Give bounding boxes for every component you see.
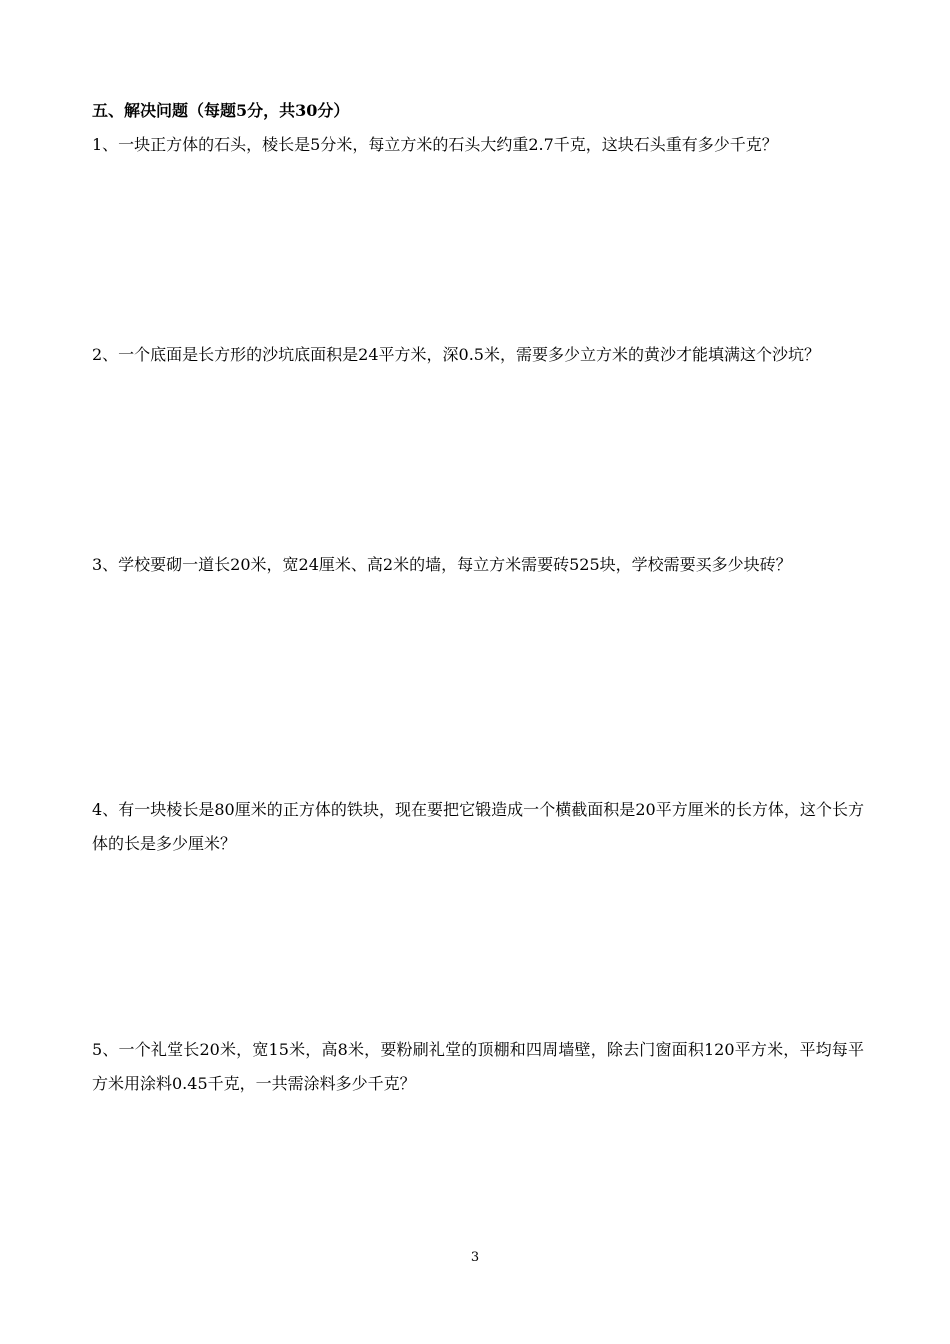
problem-5: 5、一个礼堂长20米，宽15米，高8米，要粉刷礼堂的顶棚和四周墙壁，除去门窗面积120平方米，平均每平方米用涂料0.45千克，一共需涂料多少千克？	[92, 1040, 864, 1093]
problem-4: 4、有一块棱长是80厘米的正方体的铁块，现在要把它锻造成一个横截面积是20平方厘米的长方体，这个长方体的长是多少厘米？	[92, 800, 864, 853]
problem-2: 2、一个底面是长方形的沙坑底面积是24平方米，深0.5米，需要多少立方米的黄沙才能填满这个沙坑？	[92, 345, 820, 364]
problem-3: 3、学校要砌一道长20米，宽24厘米、高2米的墙，每立方米需要砖525块，学校需要买多少块砖？	[92, 555, 792, 574]
page-number: 3	[470, 1250, 480, 1265]
section-title: 五、解决问题（每题5分，共30分）	[92, 101, 350, 120]
problem-1: 1、一块正方体的石头，棱长是5分米，每立方米的石头大约重2.7千克，这块石头重有多少千克？	[92, 135, 778, 154]
